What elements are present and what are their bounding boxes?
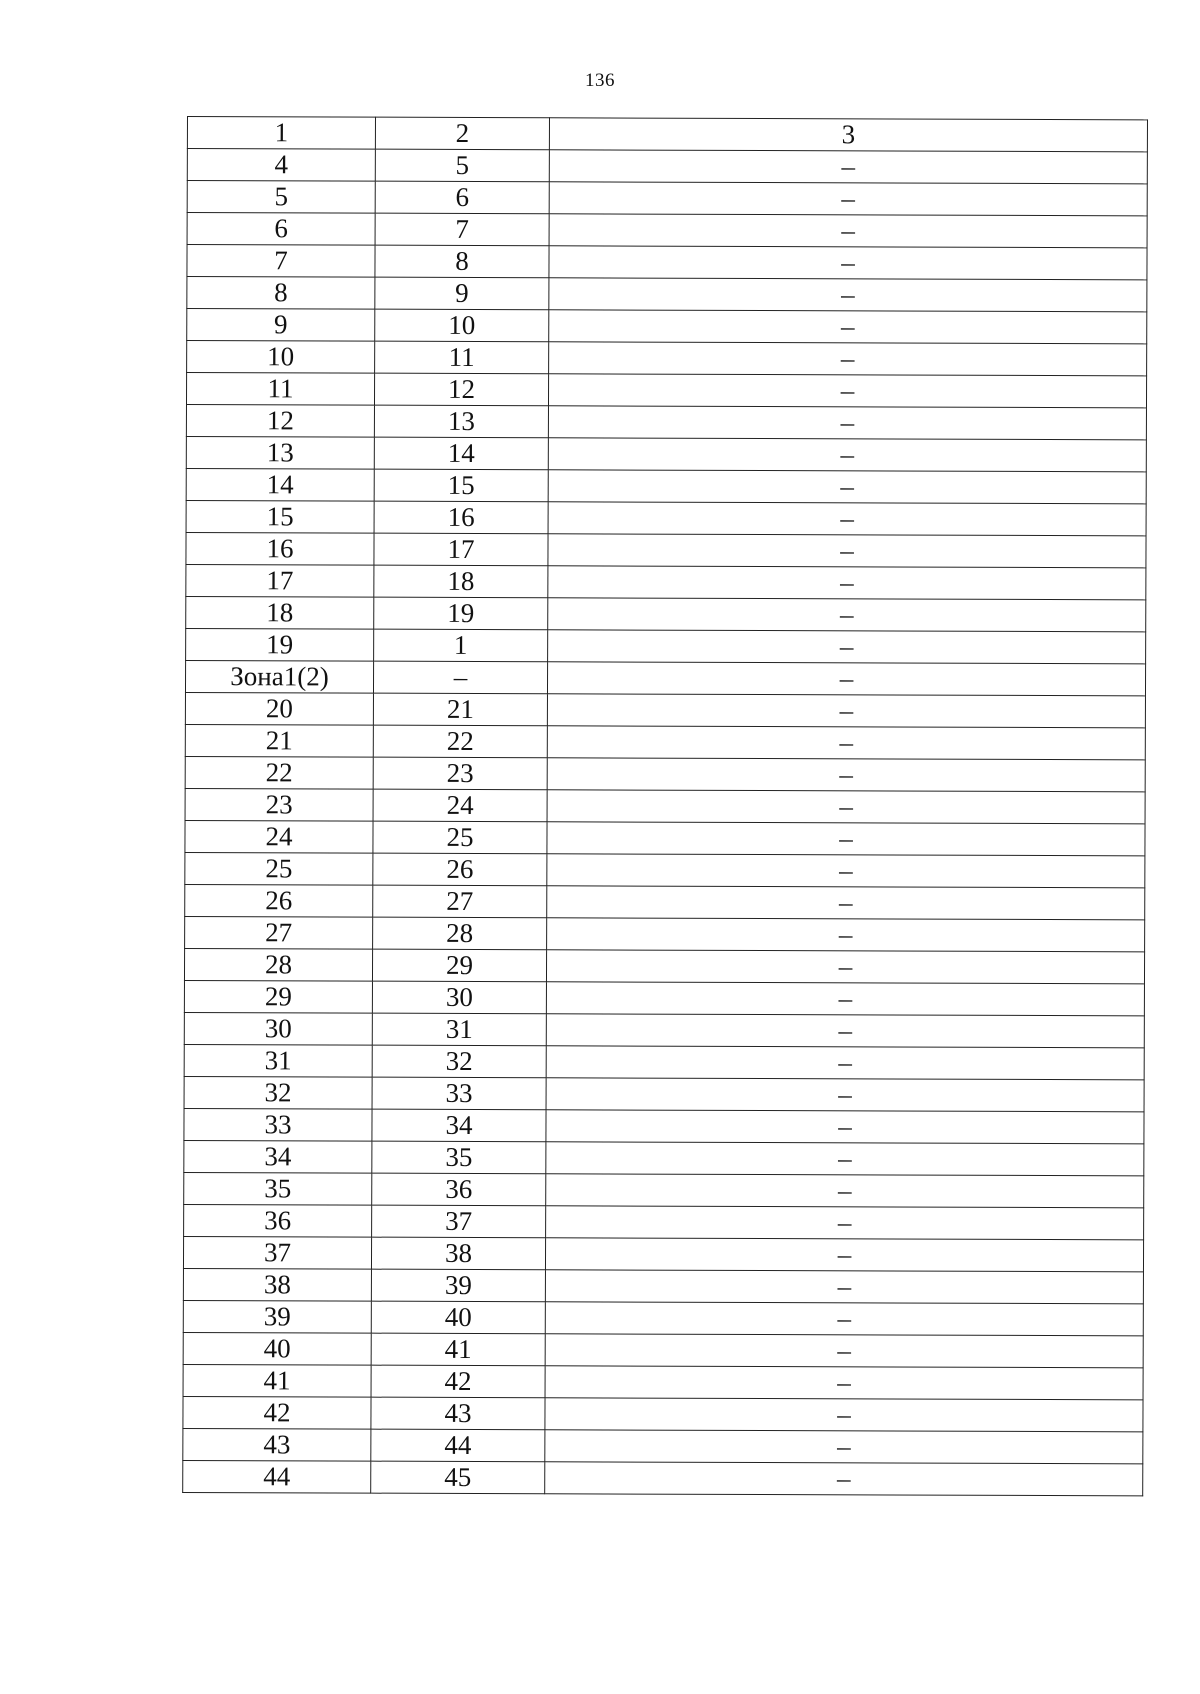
table-cell-col3: – bbox=[548, 406, 1146, 440]
table-cell-col2: 36 bbox=[372, 1173, 546, 1206]
table-cell-col2: 41 bbox=[371, 1333, 545, 1366]
table-cell-col1: 11 bbox=[186, 373, 374, 406]
table-cell-col2: 37 bbox=[372, 1205, 546, 1238]
table-cell-col3: – bbox=[545, 1430, 1143, 1464]
table-cell-col3: 3 bbox=[549, 118, 1147, 152]
table-cell-col3: – bbox=[548, 470, 1146, 504]
table-cell-col2: 43 bbox=[371, 1397, 545, 1430]
table-cell-col1: 35 bbox=[184, 1172, 372, 1205]
table-cell-col3: – bbox=[547, 854, 1145, 888]
page-number: 136 bbox=[585, 70, 615, 91]
table-cell-col1: 36 bbox=[184, 1204, 372, 1237]
table-cell-col2: 19 bbox=[374, 597, 548, 630]
table-cell-col2: 17 bbox=[374, 533, 548, 566]
table-cell-col1: 24 bbox=[185, 820, 373, 853]
table-cell-col2: 38 bbox=[371, 1237, 545, 1270]
table-cell-col3: – bbox=[547, 694, 1145, 728]
table-row bbox=[183, 1236, 1143, 1271]
table-cell-col3: – bbox=[547, 918, 1145, 952]
table-cell-col2: 22 bbox=[373, 725, 547, 758]
table-row bbox=[185, 660, 1145, 695]
table-row bbox=[186, 596, 1146, 631]
table-cell-col1: 15 bbox=[186, 500, 374, 533]
table-cell-col3: – bbox=[548, 630, 1146, 664]
table-cell-col3: – bbox=[548, 566, 1146, 600]
table-cell-col3: – bbox=[549, 278, 1147, 312]
table-cell-col2: 30 bbox=[372, 981, 546, 1014]
table-cell-col1: 22 bbox=[185, 756, 373, 789]
table-cell-col3: – bbox=[549, 182, 1147, 216]
table-cell-col3: – bbox=[547, 790, 1145, 824]
table-cell-col1: 38 bbox=[183, 1268, 371, 1301]
table-cell-col3: – bbox=[549, 214, 1147, 248]
table-cell-col2: 44 bbox=[371, 1429, 545, 1462]
table-cell-col1: 4 bbox=[187, 149, 375, 182]
table-cell-col2: 32 bbox=[372, 1045, 546, 1078]
table-cell-col1: 14 bbox=[186, 468, 374, 501]
table-cell-col1: Зона1(2) bbox=[185, 660, 373, 693]
table-cell-col2: 16 bbox=[374, 501, 548, 534]
table-row bbox=[185, 692, 1145, 727]
table-cell-col1: 31 bbox=[184, 1044, 372, 1077]
table-cell-col2: 10 bbox=[375, 309, 549, 342]
table-row bbox=[185, 884, 1145, 919]
table-row bbox=[184, 1140, 1144, 1175]
coordinates-table bbox=[182, 116, 1148, 1496]
table-row bbox=[186, 628, 1146, 663]
table-row bbox=[183, 1268, 1143, 1303]
table-cell-col3: – bbox=[548, 374, 1146, 408]
table-cell-col1: 44 bbox=[183, 1460, 371, 1493]
table-cell-col1: 6 bbox=[187, 213, 375, 246]
table-cell-col1: 19 bbox=[186, 628, 374, 661]
table-cell-col2: 33 bbox=[372, 1077, 546, 1110]
table-header-row bbox=[187, 117, 1147, 152]
table-cell-col3: – bbox=[547, 662, 1145, 696]
table-cell-col3: – bbox=[549, 150, 1147, 184]
table-cell-col1: 5 bbox=[187, 181, 375, 214]
table-cell-col3: – bbox=[547, 822, 1145, 856]
table-row bbox=[187, 213, 1147, 248]
table-cell-col1: 34 bbox=[184, 1140, 372, 1173]
table-row bbox=[184, 1044, 1144, 1079]
table-cell-col1: 12 bbox=[186, 405, 374, 438]
table-cell-col1: 32 bbox=[184, 1076, 372, 1109]
table-cell-col2: 42 bbox=[371, 1365, 545, 1398]
table-cell-col1: 20 bbox=[185, 692, 373, 725]
table-cell-col1: 13 bbox=[186, 436, 374, 469]
table-cell-col2: 12 bbox=[374, 373, 548, 406]
table-row bbox=[185, 820, 1145, 855]
table-cell-col3: – bbox=[546, 1078, 1144, 1112]
table-cell-col1: 1 bbox=[187, 117, 375, 150]
table-cell-col1: 26 bbox=[185, 884, 373, 917]
table-cell-col1: 18 bbox=[186, 596, 374, 629]
table-cell-col2: 15 bbox=[374, 469, 548, 502]
table-cell-col3: – bbox=[545, 1302, 1143, 1336]
table-row bbox=[184, 1012, 1144, 1047]
table-cell-col3: – bbox=[545, 1366, 1143, 1400]
table-cell-col2: 27 bbox=[373, 885, 547, 918]
table-cell-col1: 25 bbox=[185, 852, 373, 885]
table-row bbox=[185, 756, 1145, 791]
table-cell-col1: 28 bbox=[184, 948, 372, 981]
table-row bbox=[185, 916, 1145, 951]
table-cell-col3: – bbox=[549, 310, 1147, 344]
table-cell-col3: – bbox=[545, 1270, 1143, 1304]
table-cell-col2: 45 bbox=[371, 1461, 545, 1494]
table-cell-col2: 5 bbox=[375, 149, 549, 182]
table-cell-col3: – bbox=[546, 1142, 1144, 1176]
table-cell-col2: 25 bbox=[373, 821, 547, 854]
table-row bbox=[186, 564, 1146, 599]
table-cell-col3: – bbox=[548, 438, 1146, 472]
table-cell-col1: 21 bbox=[185, 724, 373, 757]
table-cell-col3: – bbox=[546, 1206, 1144, 1240]
table-cell-col1: 33 bbox=[184, 1108, 372, 1141]
table-row bbox=[186, 468, 1146, 503]
table-row bbox=[185, 788, 1145, 823]
table-cell-col3: – bbox=[545, 1238, 1143, 1272]
table-cell-col2: 34 bbox=[372, 1109, 546, 1142]
table-row bbox=[186, 436, 1146, 471]
table-cell-col3: – bbox=[545, 1334, 1143, 1368]
table-cell-col2: 11 bbox=[375, 341, 549, 374]
table-cell-col3: – bbox=[547, 758, 1145, 792]
table-cell-col2: 35 bbox=[372, 1141, 546, 1174]
table-body bbox=[183, 117, 1148, 1496]
table-row bbox=[183, 1332, 1143, 1367]
table-cell-col2: 26 bbox=[373, 853, 547, 886]
table-cell-col3: – bbox=[546, 1110, 1144, 1144]
table-cell-col3: – bbox=[548, 502, 1146, 536]
table-cell-col1: 8 bbox=[187, 277, 375, 310]
table-row bbox=[183, 1364, 1143, 1399]
table-row bbox=[187, 309, 1147, 344]
table-cell-col2: 39 bbox=[371, 1269, 545, 1302]
table-cell-col1: 10 bbox=[187, 341, 375, 374]
table-row bbox=[186, 532, 1146, 567]
table-row bbox=[186, 373, 1146, 408]
table-cell-col3: – bbox=[547, 886, 1145, 920]
table-cell-col2: 24 bbox=[373, 789, 547, 822]
table-cell-col2: 14 bbox=[374, 437, 548, 470]
table-cell-col3: – bbox=[549, 246, 1147, 280]
table-cell-col1: 29 bbox=[184, 980, 372, 1013]
table-cell-col2: 2 bbox=[375, 117, 549, 150]
table-cell-col2: 8 bbox=[375, 245, 549, 278]
table-cell-col3: – bbox=[546, 1014, 1144, 1048]
table-row bbox=[185, 852, 1145, 887]
table-cell-col2: 9 bbox=[375, 277, 549, 310]
table-cell-col2: 7 bbox=[375, 213, 549, 246]
table-cell-col1: 9 bbox=[187, 309, 375, 342]
table-cell-col3: – bbox=[545, 1398, 1143, 1432]
table-cell-col3: – bbox=[548, 534, 1146, 568]
table-cell-col3: – bbox=[549, 342, 1147, 376]
table-cell-col2: 18 bbox=[374, 565, 548, 598]
table-row bbox=[183, 1396, 1143, 1431]
table-row bbox=[184, 1108, 1144, 1143]
table-cell-col1: 27 bbox=[185, 916, 373, 949]
table-row bbox=[187, 149, 1147, 184]
table-cell-col2: 1 bbox=[374, 629, 548, 662]
table-row bbox=[187, 277, 1147, 312]
table-row bbox=[183, 1428, 1143, 1463]
table-cell-col2: 31 bbox=[372, 1013, 546, 1046]
table-cell-col3: – bbox=[546, 1046, 1144, 1080]
table-cell-col1: 30 bbox=[184, 1012, 372, 1045]
table-cell-col2: 40 bbox=[371, 1301, 545, 1334]
table-cell-col3: – bbox=[546, 1174, 1144, 1208]
table-row bbox=[184, 1204, 1144, 1239]
table-cell-col1: 41 bbox=[183, 1364, 371, 1397]
table-row bbox=[184, 948, 1144, 983]
table-row bbox=[184, 1076, 1144, 1111]
table-row bbox=[187, 341, 1147, 376]
table-cell-col1: 40 bbox=[183, 1332, 371, 1365]
table-cell-col1: 23 bbox=[185, 788, 373, 821]
table-row bbox=[186, 500, 1146, 535]
table-row bbox=[184, 980, 1144, 1015]
table-cell-col3: – bbox=[547, 726, 1145, 760]
table-cell-col1: 17 bbox=[186, 564, 374, 597]
table-cell-col3: – bbox=[548, 598, 1146, 632]
table-row bbox=[187, 181, 1147, 216]
table-cell-col2: 21 bbox=[373, 693, 547, 726]
table-row bbox=[183, 1300, 1143, 1335]
table-cell-col3: – bbox=[546, 982, 1144, 1016]
table-row bbox=[183, 1460, 1143, 1495]
table-row bbox=[185, 724, 1145, 759]
table-cell-col1: 16 bbox=[186, 532, 374, 565]
table-cell-col3: – bbox=[546, 950, 1144, 984]
table-cell-col1: 43 bbox=[183, 1428, 371, 1461]
table-cell-col2: 6 bbox=[375, 181, 549, 214]
table-row bbox=[187, 245, 1147, 280]
table-cell-col1: 7 bbox=[187, 245, 375, 278]
table-cell-col2: 13 bbox=[374, 405, 548, 438]
table-cell-col2: – bbox=[373, 661, 547, 694]
table-cell-col2: 29 bbox=[372, 949, 546, 982]
table-cell-col2: 28 bbox=[373, 917, 547, 950]
table-row bbox=[184, 1172, 1144, 1207]
table-cell-col2: 23 bbox=[373, 757, 547, 790]
table-cell-col3: – bbox=[545, 1462, 1143, 1496]
table-cell-col1: 37 bbox=[183, 1236, 371, 1269]
table-row bbox=[186, 405, 1146, 440]
table-cell-col1: 42 bbox=[183, 1396, 371, 1429]
table-cell-col1: 39 bbox=[183, 1300, 371, 1333]
